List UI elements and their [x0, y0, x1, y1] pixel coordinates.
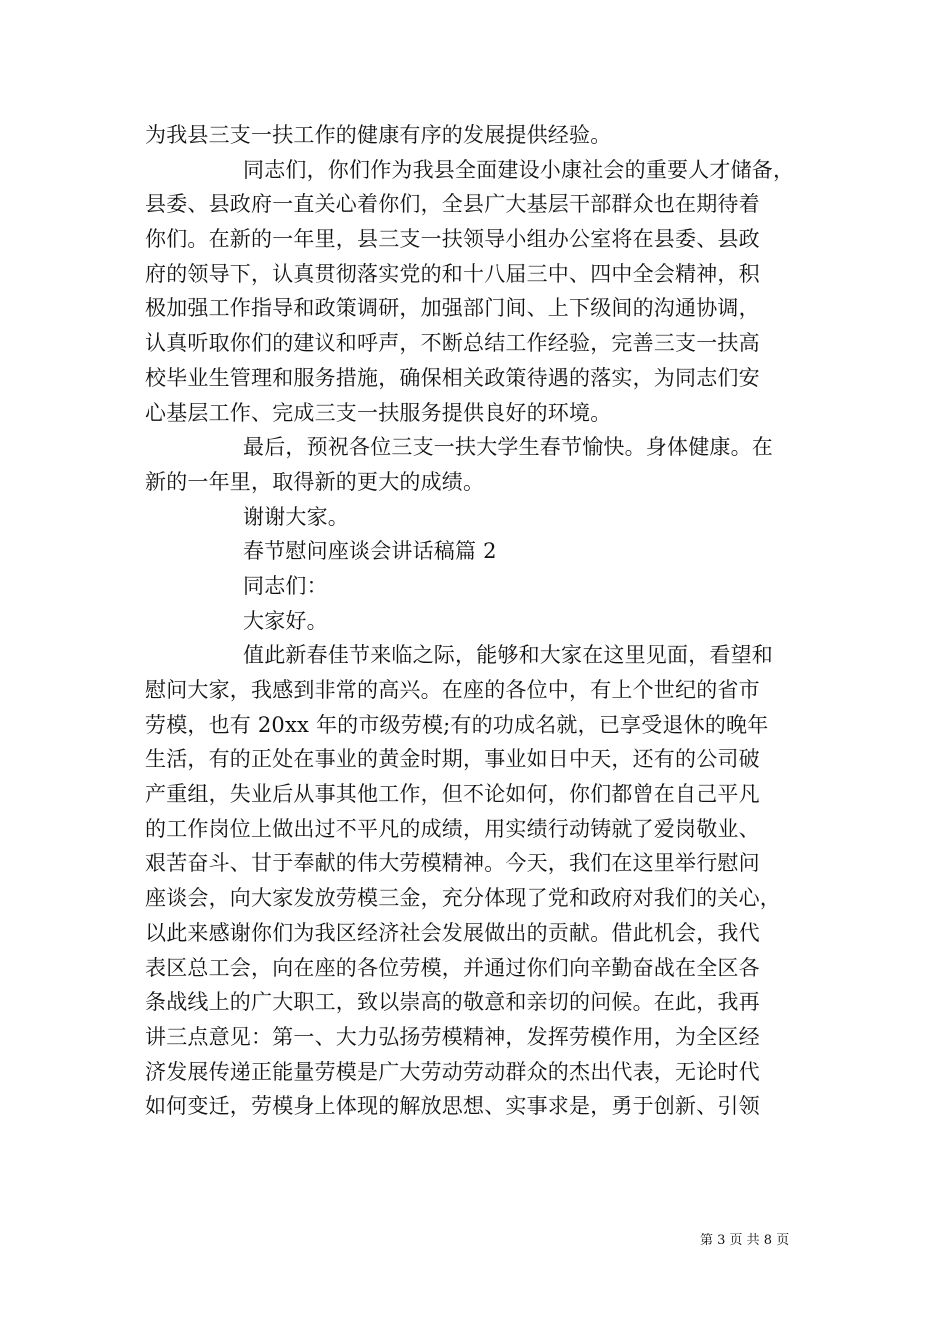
text-line: 慰问大家，我感到非常的高兴。在座的各位中，有上个世纪的省市: [145, 678, 760, 702]
text-line: 最后，预祝各位三支一扶大学生春节愉快。身体健康。在: [243, 435, 773, 460]
text-line: 产重组，失业后从事其他工作，但不论如何，你们都曾在自己平凡: [145, 782, 760, 807]
text-line: 座谈会，向大家发放劳模三金，充分体现了党和政府对我们的关心，: [145, 886, 781, 911]
text-line: 同志们，你们作为我县全面建设小康社会的重要人才储备，: [243, 157, 795, 182]
page-number: 第 3 页 共 8 页: [700, 1233, 790, 1248]
text-line: 生活，有的正处在事业的黄金时期，事业如日中天，还有的公司破: [145, 747, 760, 772]
text-line: 新的一年里，取得新的更大的成绩。: [145, 469, 485, 494]
text-line: 表区总工会，向在座的各位劳模，并通过你们向辛勤奋战在全区各: [145, 955, 760, 980]
text-line: 值此新春佳节来临之际，能够和大家在这里见面，看望和: [243, 643, 773, 668]
text-line: 艰苦奋斗、甘于奉献的伟大劳模精神。今天，我们在这里举行慰问: [145, 851, 760, 876]
text-line: 以此来感谢你们为我区经济社会发展做出的贡献。借此机会，我代: [145, 920, 760, 945]
text-line: 条战线上的广大职工，致以崇高的敬意和亲切的问候。在此，我再: [145, 990, 760, 1015]
text-line: 谢谢大家。: [243, 504, 349, 529]
text-line: 认真听取你们的建议和呼声，不断总结工作经验，完善三支一扶高: [145, 331, 760, 356]
text-line: 如何变迁，劳模身上体现的解放思想、实事求是，勇于创新、引领: [145, 1094, 760, 1119]
text-line: 同志们：: [243, 573, 328, 598]
text-line: 劳模，也有 20xx 年的市级劳模;有的功成名就，已享受退休的晚年: [145, 712, 769, 737]
text-line: 大家好。: [243, 608, 328, 633]
text-line: 校毕业生管理和服务措施，确保相关政策待遇的落实，为同志们安: [145, 365, 760, 390]
text-line: 县委、县政府一直关心着你们，全县广大基层干部群众也在期待着: [145, 192, 760, 217]
document-body: [145, 118, 825, 1124]
text-line: 春节慰问座谈会讲话稿篇 2: [243, 539, 497, 564]
text-line: 的工作岗位上做出过不平凡的成绩，用实绩行动铸就了爱岗敬业、: [145, 816, 760, 841]
text-line: 为我县三支一扶工作的健康有序的发展提供经验。: [145, 123, 612, 147]
text-line: 讲三点意见：第一、大力弘扬劳模精神，发挥劳模作用，为全区经: [145, 1024, 760, 1049]
text-line: 济发展传递正能量劳模是广大劳动劳动群众的杰出代表，无论时代: [145, 1059, 760, 1084]
text-line: 你们。在新的一年里，县三支一扶领导小组办公室将在县委、县政: [145, 227, 760, 252]
text-line: 心基层工作、完成三支一扶服务提供良好的环境。: [145, 400, 612, 425]
text-line: 极加强工作指导和政策调研，加强部门间、上下级间的沟通协调，: [145, 296, 760, 321]
text-line: 府的领导下，认真贯彻落实党的和十八届三中、四中全会精神，积: [145, 261, 760, 286]
